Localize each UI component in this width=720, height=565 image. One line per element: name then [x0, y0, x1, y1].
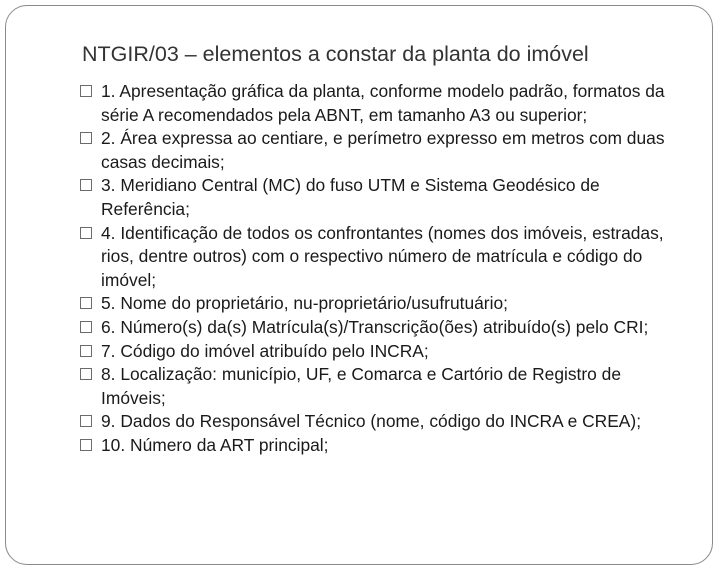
- list-item-text: 9. Dados do Responsável Técnico (nome, código do INCRA e CREA);: [101, 411, 642, 432]
- list-item-text: 5. Nome do proprietário, nu-proprietário/usufrutuário;: [101, 293, 508, 314]
- checkbox-bullet-icon: [80, 415, 92, 427]
- checkbox-bullet-icon: [80, 439, 92, 451]
- checkbox-bullet-icon: [80, 132, 92, 144]
- list-item: [0, 222, 720, 293]
- checkbox-bullet-icon: [80, 227, 92, 239]
- checkbox-bullet-icon: [80, 368, 92, 380]
- list-item-text: 8. Localização: município, UF, e Comarca e Cartório de Registro de Imóveis;: [101, 364, 622, 408]
- list-item-text: 3. Meridiano Central (MC) do fuso UTM e Sistema Geodésico de Referência;: [101, 175, 600, 219]
- checkbox-bullet-icon: [80, 85, 92, 97]
- checkbox-bullet-icon: [80, 297, 92, 309]
- list-item: [0, 410, 720, 434]
- list-item-text: 7. Código do imóvel atribuído pelo INCRA;: [101, 340, 429, 361]
- list-item: [0, 316, 720, 340]
- list-item-text: 6. Número(s) da(s) Matrícula(s)/Transcrição(ões) atribuído(s) pelo CRI;: [101, 316, 649, 337]
- checkbox-bullet-icon: [80, 179, 92, 191]
- list-item-text: 10. Número da ART principal;: [101, 434, 329, 455]
- list-item: [0, 80, 720, 127]
- list-item-text: 2. Área expressa ao centiare, e perímetro expresso em metros com duas casas decimais;: [101, 128, 665, 172]
- checkbox-bullet-icon: [80, 321, 92, 333]
- slide-title: NTGIR/03 – elementos a constar da planta do imóvel: [82, 42, 589, 66]
- list-item: [0, 174, 720, 221]
- list-item: [0, 292, 720, 316]
- list-item: [0, 340, 720, 364]
- checkbox-bullet-icon: [80, 345, 92, 357]
- requirements-list: [0, 80, 720, 458]
- list-item: [0, 127, 720, 174]
- list-item-text: 1. Apresentação gráfica da planta, conforme modelo padrão, formatos da série A recomendados pela ABNT, em tamanho A3 ou superior;: [101, 81, 665, 125]
- list-item-text: 4. Identificação de todos os confrontantes (nomes dos imóveis, estradas, rios, dentre outros) com o respectivo número de matrícula e código do imóvel;: [101, 222, 664, 290]
- list-item: [0, 363, 720, 410]
- list-item: [0, 434, 720, 458]
